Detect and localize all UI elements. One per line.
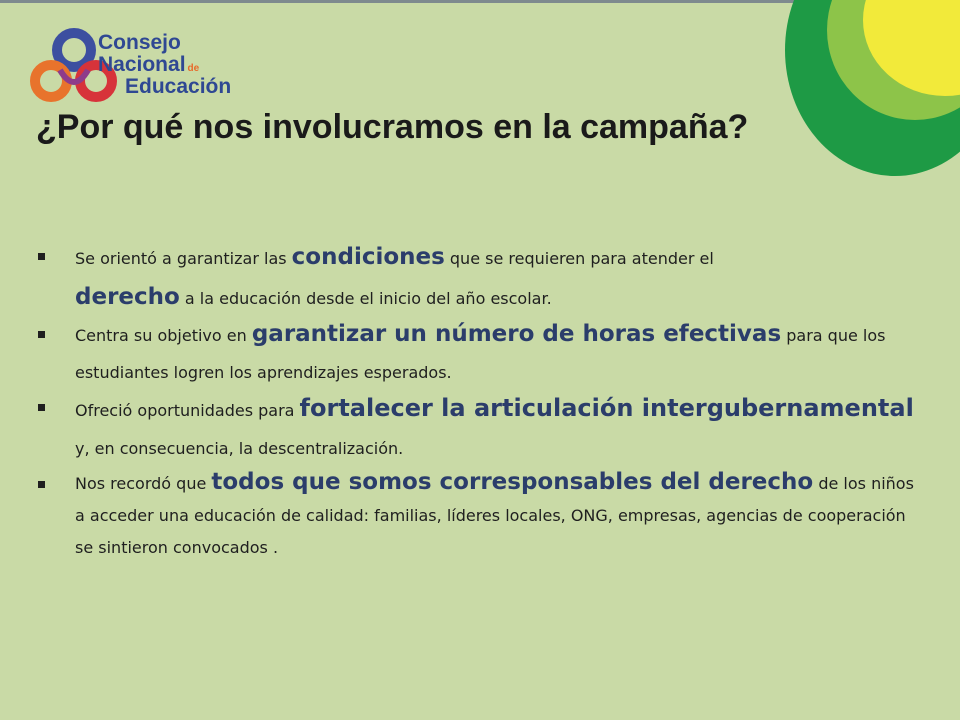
square-bullet-icon: [38, 481, 45, 488]
bullet-3-text-2: y, en consecuencia, la descentralización.: [75, 439, 404, 458]
square-bullet-icon: [38, 331, 45, 338]
bullet-list: [38, 238, 918, 562]
slide-title: ¿Por qué nos involucramos en la campaña?: [36, 108, 749, 146]
bullet-4-text-2: de los niños a acceder una educación de calidad: familias, líderes locales, ONG, empresas, agencias de cooperación se sintieron convocados .: [75, 474, 914, 557]
bullet-4-text-1: Nos recordó que: [75, 474, 212, 493]
bullet-2-text-1: Centra su objetivo en: [75, 326, 252, 345]
logo-line-nacional: [98, 54, 199, 75]
logo-line-de: de: [187, 63, 200, 74]
bullet-1-text-3: a la educación desde el inicio del año escolar.: [179, 289, 552, 308]
decorative-circles: [760, 0, 960, 180]
square-bullet-icon: [38, 404, 45, 411]
bullet-item-4: [38, 466, 918, 564]
bullet-item-2: [38, 316, 918, 391]
bullet-1-text-1: Se orientó a garantizar las: [75, 249, 292, 268]
logo-line-nacional-text: Nacional: [98, 53, 186, 76]
bullet-item-3: [38, 389, 918, 468]
bullet-2-text-2: para que los estudiantes logren los aprendizajes esperados.: [75, 326, 886, 382]
bullet-3-highlight: fortalecer la articulación intergubernamental: [299, 394, 914, 422]
bullet-3-text-1: Ofreció oportunidades para: [75, 401, 300, 420]
bullet-item-1: [38, 238, 918, 318]
square-bullet-icon: [38, 253, 45, 260]
bullet-4-highlight: todos que somos corresponsables del derecho: [211, 469, 814, 495]
logo-line-educacion: Educación: [125, 75, 232, 98]
bullet-1-text-2: que se requieren para atender el: [444, 249, 714, 268]
consejo-nacional-logo: [30, 24, 240, 108]
bullet-2-highlight: garantizar un número de horas efectivas: [251, 321, 782, 347]
bullet-1-highlight-1: condiciones: [291, 244, 445, 270]
logo-line-consejo: Consejo: [98, 31, 181, 54]
bullet-1-highlight-2: derecho: [75, 284, 180, 310]
